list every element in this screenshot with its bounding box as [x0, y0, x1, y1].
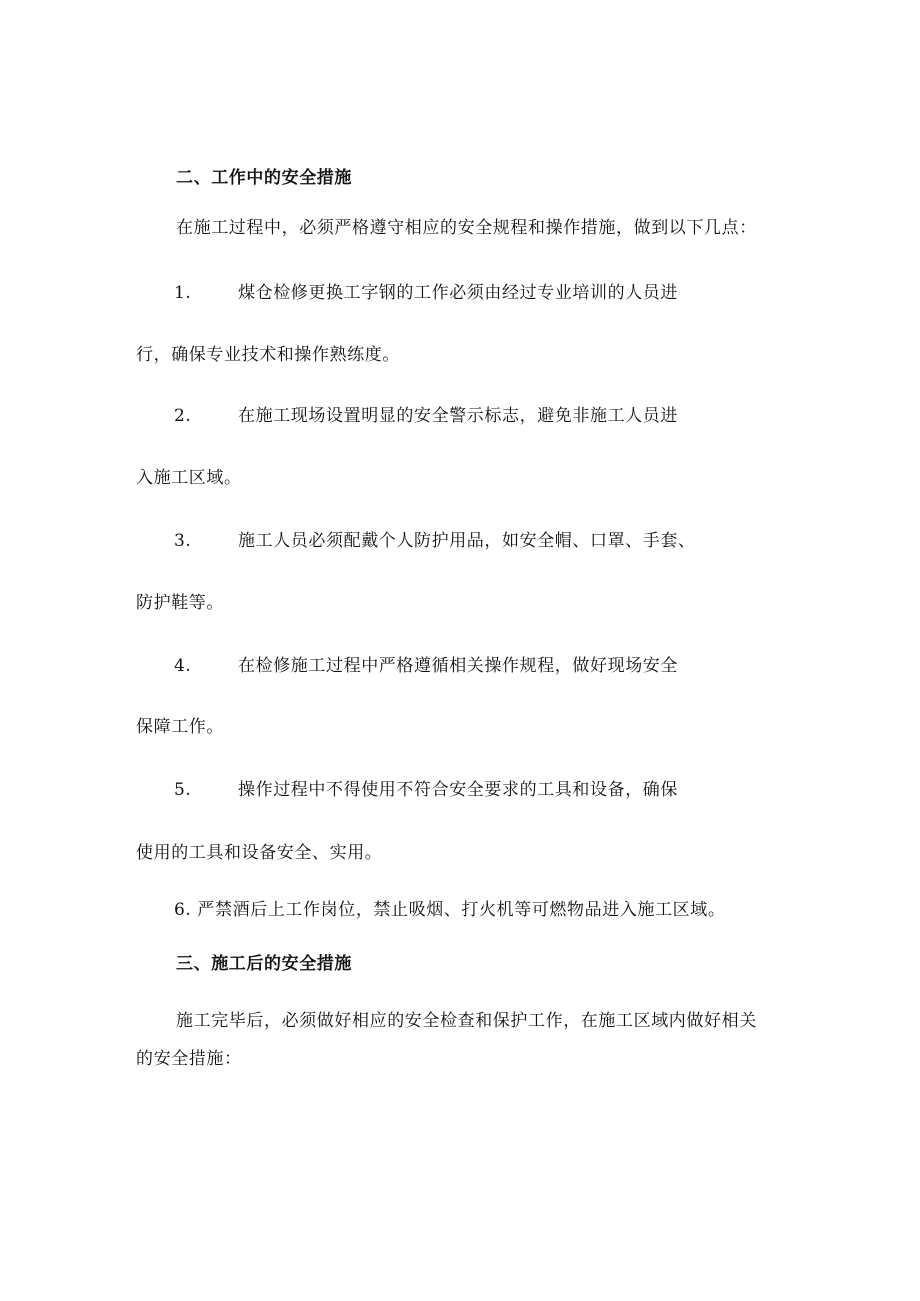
section-3-intro-line2: 的安全措施： — [136, 1049, 242, 1069]
list-item-number: 1. — [174, 283, 192, 303]
list-item-text: 操作过程中不得使用不符合安全要求的工具和设备，确保 — [238, 780, 678, 800]
list-item-number: 5. — [174, 780, 192, 800]
list-item-continuation: 使用的工具和设备安全、实用。 — [136, 843, 383, 863]
list-item-number: 3. — [174, 531, 192, 551]
list-item-number: 4. — [174, 656, 192, 676]
list-item-text: 煤仓检修更换工字钢的工作必须由经过专业培训的人员进 — [238, 283, 678, 303]
list-item-continuation: 保障工作。 — [136, 717, 224, 737]
section-2-intro: 在施工过程中，必须严格遵守相应的安全规程和操作措施，做到以下几点： — [176, 218, 757, 238]
list-item-continuation: 防护鞋等。 — [136, 593, 224, 613]
section-2-heading: 二、工作中的安全措施 — [176, 168, 352, 188]
section-3-heading: 三、施工后的安全措施 — [176, 954, 352, 974]
section-3-intro-line1: 施工完毕后，必须做好相应的安全检查和保护工作，在施工区域内做好相关 — [176, 1011, 757, 1031]
list-item-text: 在检修施工过程中严格遵循相关操作规程，做好现场安全 — [238, 656, 678, 676]
list-item-6: 6. 严禁酒后上工作岗位，禁止吸烟、打火机等可燃物品进入施工区域。 — [174, 900, 726, 920]
list-item-continuation: 入施工区域。 — [136, 468, 242, 488]
list-item-text: 在施工现场设置明显的安全警示标志，避免非施工人员进 — [238, 406, 678, 426]
list-item-text: 施工人员必须配戴个人防护用品，如安全帽、口罩、手套、 — [238, 531, 696, 551]
list-item-number: 2. — [174, 406, 192, 426]
list-item-continuation: 行，确保专业技术和操作熟练度。 — [136, 345, 400, 365]
